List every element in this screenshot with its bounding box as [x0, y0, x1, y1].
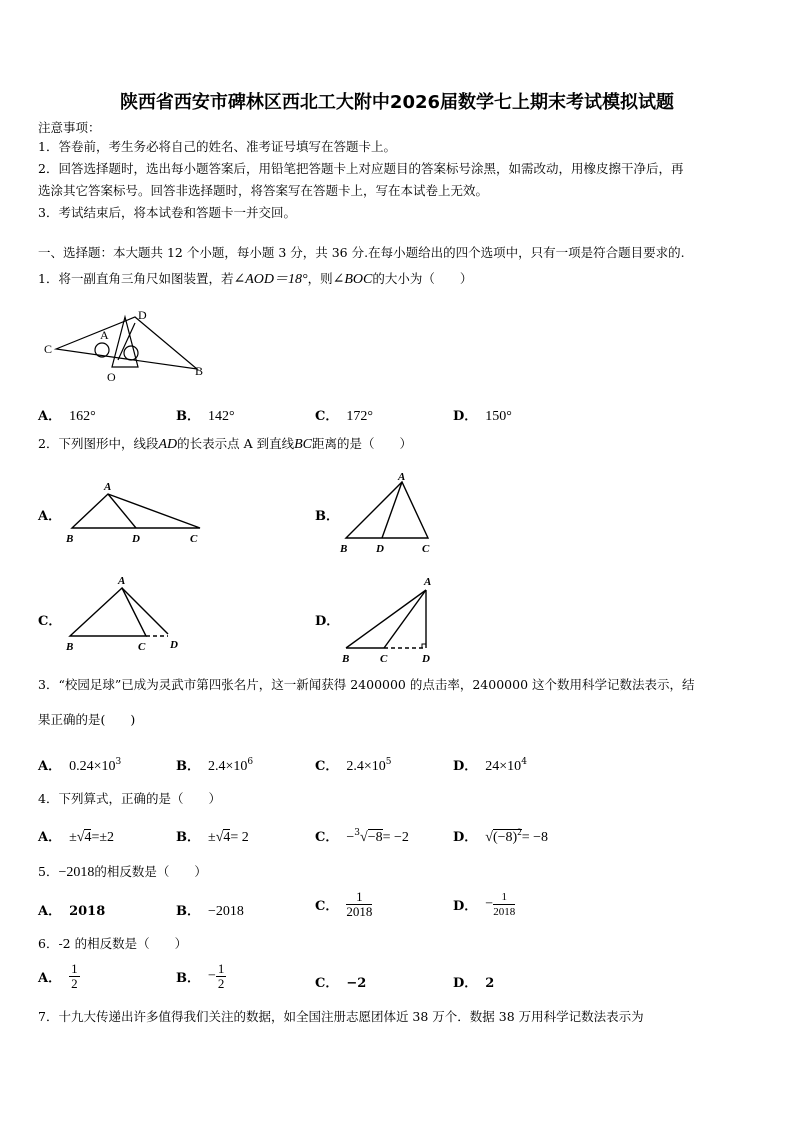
- q2a-label-a: A: [104, 481, 112, 493]
- option-fraction: [493, 890, 515, 919]
- q2c-label-d: D: [170, 639, 178, 651]
- option-label: C．: [38, 614, 62, 629]
- option-rhs: = 2: [230, 830, 249, 845]
- option-value-base: 2.4×10: [346, 759, 386, 774]
- q6-option-d[interactable]: [453, 972, 494, 991]
- option-value-exponent: 3: [115, 757, 122, 767]
- question-1-stem: [38, 270, 472, 289]
- q2-text-post: 距离的是（ ）: [312, 436, 413, 451]
- option-label: C．: [315, 976, 339, 991]
- question-3-stem-line1: 3．“校园足球”已成为灵武市第四张名片，这一新闻获得 2400000 的点击率，2400000 这个数用科学记数法表示，结: [38, 677, 695, 692]
- option-label: A．: [38, 971, 62, 986]
- q1-circle-right: [124, 346, 138, 360]
- notice-item-2: 2．回答选择题时，选出每小题答案后，用铅笔把答题卡上对应题目的答案标号涂黑，如需改动，用橡皮擦干净后，再: [38, 161, 684, 176]
- radical-sign-icon: √: [360, 830, 368, 845]
- q2a-label-c: C: [190, 533, 198, 545]
- radical-sign-icon: √: [215, 830, 224, 845]
- option-label: A．: [38, 759, 62, 774]
- option-value-exponent: 6: [247, 757, 254, 767]
- option-value-base: 24×10: [485, 759, 522, 774]
- option-value-base: 0.24×10: [69, 759, 116, 774]
- option-label: A．: [38, 509, 62, 524]
- q2d-label-b: B: [342, 653, 350, 664]
- q2a-label-d: D: [132, 533, 140, 545]
- fraction-denominator: 2018: [346, 904, 373, 919]
- fraction-numerator: 1: [346, 890, 372, 905]
- q2-text-mid: 的长表示点 A 到直线: [177, 436, 295, 451]
- q2-segment: AD: [158, 437, 178, 452]
- q5-number: 5．: [38, 864, 59, 879]
- q3-option-b[interactable]: [176, 755, 253, 775]
- q1-label-d: D: [138, 308, 147, 322]
- option-value-exponent: 4: [521, 757, 527, 767]
- q2-figure-b: [336, 468, 446, 558]
- option-fraction: [346, 890, 372, 919]
- q2-text-pre: 2．下列图形中，线段: [38, 436, 159, 451]
- q2b-label-b: B: [340, 543, 348, 555]
- q2a-label-b: B: [66, 533, 74, 545]
- option-label: D．: [453, 976, 478, 991]
- option-radicand: (−8): [492, 830, 518, 845]
- q5-option-c[interactable]: [315, 890, 372, 919]
- q1-ray-od: [118, 323, 135, 360]
- option-label: B．: [176, 759, 200, 774]
- q3-option-c[interactable]: [315, 755, 392, 775]
- fraction-numerator: 1: [71, 961, 78, 976]
- page-title: 陕西省西安市碑林区西北工大附中2026届数学七上期末考试模拟试题: [119, 92, 675, 113]
- q2b-label-a: A: [398, 471, 406, 483]
- q6-option-a[interactable]: [38, 962, 80, 991]
- q2c-label-b: B: [66, 641, 74, 653]
- q1-condition: ∠AOD＝18°: [233, 272, 308, 287]
- q1-text-mid: ，则: [307, 271, 333, 286]
- notice-item-1: 1．答卷前，考生务必将自己的姓名、准考证号填写在答题卡上。: [38, 139, 396, 154]
- option-label: D．: [453, 759, 478, 774]
- option-sign: −: [208, 968, 216, 984]
- q1-label-o: O: [107, 370, 116, 384]
- option-label: A．: [38, 904, 62, 919]
- q5-value: −2018: [58, 865, 95, 880]
- notice-item-2-cont: 选涂其它答案标号。回答非选择题时，将答案写在答题卡上，写在本试卷上无效。: [38, 183, 489, 198]
- option-value: −2018: [208, 904, 244, 919]
- option-rhs: = −8: [521, 830, 548, 845]
- q6-option-c[interactable]: [315, 972, 366, 991]
- q2b-triangle: [346, 482, 428, 538]
- option-lhs: ±: [208, 830, 216, 845]
- option-label: B．: [176, 904, 200, 919]
- question-5-stem: [38, 863, 207, 882]
- q4-option-c[interactable]: [315, 826, 409, 846]
- option-fraction: [69, 962, 80, 991]
- option-value: 142°: [208, 409, 235, 424]
- option-label: B．: [176, 409, 200, 424]
- q3-option-a[interactable]: [38, 755, 121, 775]
- option-value: 2018: [69, 904, 106, 919]
- option-value: 150°: [485, 409, 512, 424]
- option-radicand: 4: [223, 830, 231, 845]
- option-sign: −: [485, 896, 494, 912]
- option-value-base: 2.4×10: [208, 759, 248, 774]
- q4-option-a[interactable]: [38, 826, 114, 846]
- option-value: 2: [485, 976, 495, 991]
- q1-target-angle: ∠BOC: [332, 272, 373, 287]
- option-label: D．: [453, 899, 478, 914]
- q2c-label-a: A: [118, 575, 126, 587]
- q1-label-c: C: [44, 342, 53, 356]
- option-lhs: −: [346, 830, 355, 845]
- q5-option-b[interactable]: [176, 900, 244, 920]
- q2-figure-c: [62, 572, 192, 654]
- fraction-denominator: 2018: [493, 906, 516, 918]
- q2c-label-c: C: [138, 641, 146, 653]
- q1-label-b: B: [195, 364, 204, 378]
- q2-line: BC: [294, 437, 313, 452]
- radical-sign-icon: √: [485, 830, 493, 845]
- q1-figure: [38, 305, 218, 385]
- option-radicand: 4: [84, 830, 92, 845]
- q2d-label-d: D: [422, 653, 430, 664]
- fraction-numerator: 1: [217, 961, 225, 976]
- notice-heading: 注意事项：: [38, 120, 101, 135]
- q2-figure-d: [336, 572, 446, 664]
- option-label: B．: [176, 971, 200, 986]
- option-label: C．: [315, 830, 339, 845]
- q1-option-c[interactable]: [315, 405, 373, 425]
- q6-option-b[interactable]: [176, 962, 226, 991]
- q5-text-post: 的相反数是（ ）: [94, 864, 207, 879]
- option-value: −2: [346, 976, 367, 991]
- q2b-segment-ad: [382, 482, 402, 538]
- option-value-exponent: 5: [385, 757, 392, 767]
- q1-label-a: A: [100, 328, 109, 342]
- option-lhs: ±: [69, 830, 77, 845]
- q5-option-d[interactable]: [453, 890, 515, 919]
- question-3-stem-line2: 果正确的是( ): [38, 712, 136, 727]
- q5-option-a[interactable]: [38, 900, 105, 919]
- option-label: A．: [38, 409, 62, 424]
- q2c-triangle: [70, 588, 146, 636]
- q3-option-d[interactable]: [453, 755, 527, 775]
- q1-circle-left: [95, 343, 109, 357]
- q2d-segment-ab: [346, 590, 426, 648]
- q1-option-d[interactable]: [453, 405, 512, 425]
- option-label: D．: [315, 614, 340, 629]
- option-fraction: [216, 962, 227, 991]
- option-label: D．: [453, 830, 478, 845]
- q1-text-post: 的大小为（ ）: [372, 271, 473, 286]
- q4-option-b[interactable]: [176, 826, 249, 846]
- q2c-segment-ad: [122, 588, 168, 634]
- q2a-triangle: [72, 494, 200, 528]
- fraction-denominator: 2: [71, 976, 78, 991]
- question-2-stem: [38, 435, 412, 454]
- q2-figure-a: [62, 478, 212, 548]
- q2d-label-c: C: [380, 653, 388, 664]
- q2d-segment-ac: [384, 590, 426, 648]
- fraction-numerator: 1: [493, 890, 515, 905]
- option-label: C．: [315, 759, 339, 774]
- option-label: A．: [38, 830, 62, 845]
- option-label: B．: [315, 509, 339, 524]
- option-label: C．: [315, 409, 339, 424]
- question-6-stem: 6．-2 的相反数是（ ）: [38, 936, 188, 951]
- option-value: 162°: [69, 409, 96, 424]
- option-exponent: 2: [517, 827, 522, 837]
- q2b-label-d: D: [376, 543, 384, 555]
- question-4-stem: 4．下列算式，正确的是（ ）: [38, 791, 221, 806]
- option-label: D．: [453, 409, 478, 424]
- option-rhs: =±2: [91, 830, 115, 845]
- fraction-denominator: 2: [217, 976, 225, 991]
- q2d-label-a: A: [424, 576, 432, 588]
- section-heading: 一、选择题：本大题共 12 个小题，每小题 3 分，共 36 分.在每小题给出的四个选项中，只有一项是符合题目要求的.: [38, 245, 685, 260]
- q2b-label-c: C: [422, 543, 430, 555]
- q1-option-a[interactable]: [38, 405, 96, 425]
- option-label: B．: [176, 830, 200, 845]
- option-rhs: = −2: [382, 830, 409, 845]
- option-value: 172°: [346, 409, 373, 424]
- radical-sign-icon: √: [76, 830, 85, 845]
- question-7-stem: 7．十九大传递出许多值得我们关注的数据，如全国注册志愿团体近 38 万个．数据 38 万用科学记数法表示为: [38, 1009, 644, 1024]
- option-label: C．: [315, 899, 339, 914]
- q1-option-b[interactable]: [176, 405, 235, 425]
- option-root-index: 3: [354, 828, 360, 838]
- notice-item-3: 3．考试结束后，将本试卷和答题卡一并交回。: [38, 205, 296, 220]
- q1-text-pre: 1．将一副直角三角尺如图装置，若: [38, 271, 234, 286]
- q4-option-d[interactable]: [453, 826, 548, 846]
- option-radicand: −8: [367, 830, 383, 845]
